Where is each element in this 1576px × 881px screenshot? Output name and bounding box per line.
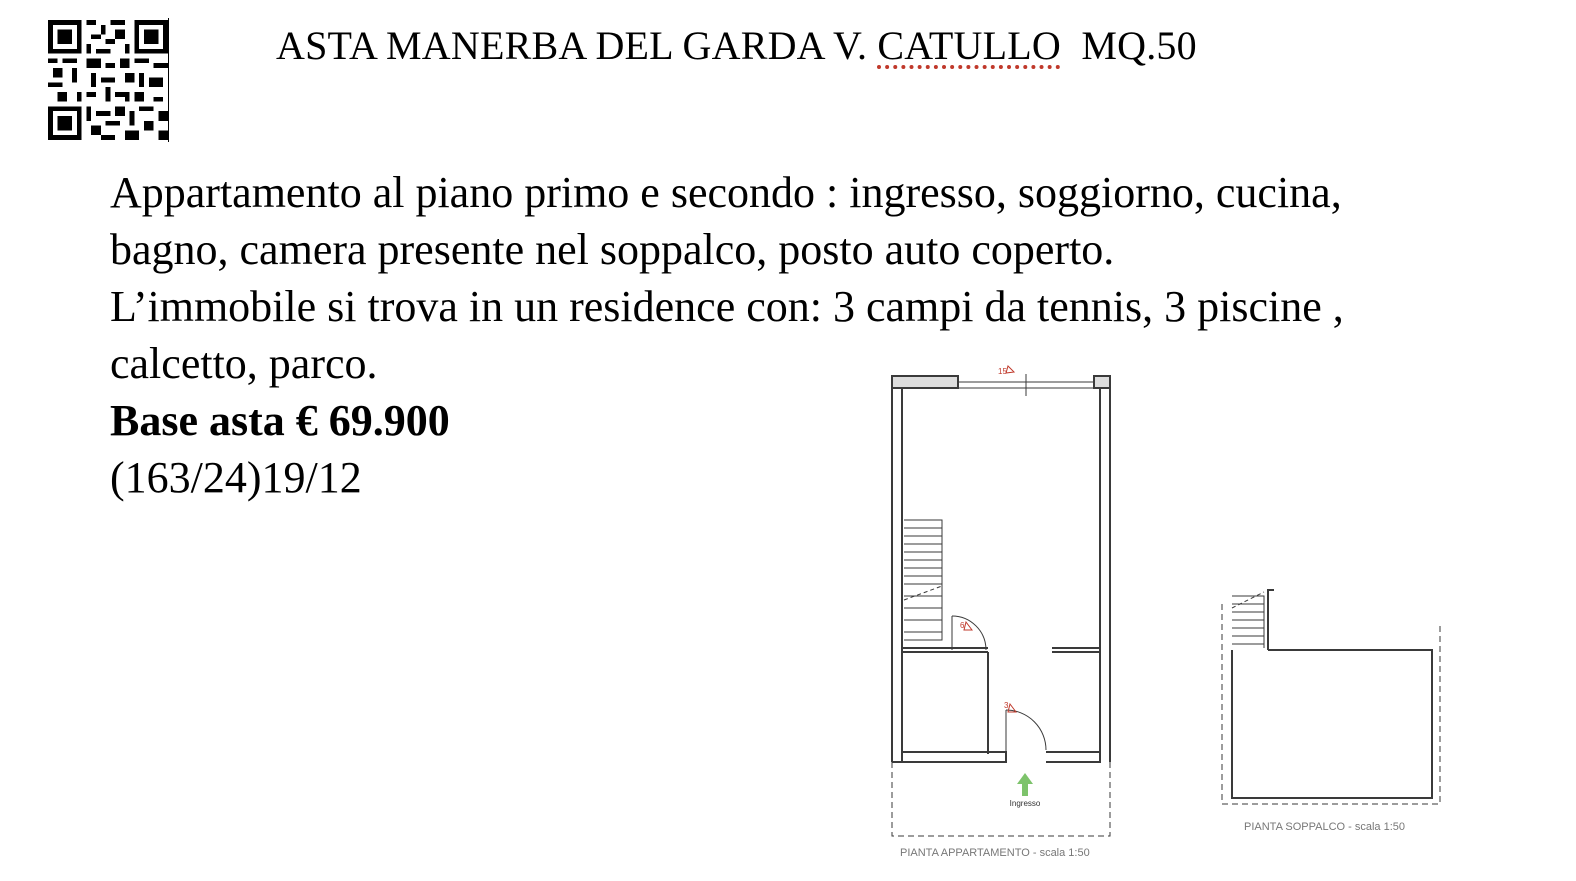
description-line: bagno, camera presente nel soppalco, posto auto coperto. <box>110 225 1115 274</box>
floor-plans <box>870 360 1470 870</box>
marker-label: 15 <box>998 367 1007 376</box>
loft-boundary <box>1222 604 1440 804</box>
parking-boundary <box>892 762 1110 836</box>
partition-wall <box>902 648 988 652</box>
entrance-arrow-icon <box>1017 773 1033 796</box>
marker-icon <box>1006 366 1014 373</box>
marker-label: 6 <box>960 621 965 630</box>
page-title <box>276 22 1197 69</box>
loft-wall <box>1268 590 1274 650</box>
apartment-wall <box>1046 752 1100 762</box>
description-line: L’immobile si trova in un residence con: 3 campi da tennis, 3 piscine , <box>110 282 1344 331</box>
staircase <box>904 520 942 640</box>
partition-wall <box>1052 648 1100 652</box>
title-area: MQ.50 <box>1060 23 1197 68</box>
apartment-wall <box>1094 376 1110 388</box>
loft-staircase <box>1232 592 1264 648</box>
qr-code-icon <box>48 20 168 140</box>
description-line: calcetto, parco. <box>110 339 378 388</box>
title-text: ASTA MANERBA DEL GARDA V. <box>276 23 878 68</box>
marker-icon <box>964 622 972 630</box>
loft-wall <box>1232 650 1432 798</box>
description-line: Appartamento al piano primo e secondo : ingresso, soggiorno, cucina, <box>110 168 1342 217</box>
apartment-wall <box>902 388 958 762</box>
base-price: Base asta € 69.900 <box>110 396 450 445</box>
loft-plan-label: PIANTA SOPPALCO - scala 1:50 <box>1244 821 1405 833</box>
divider <box>168 18 169 142</box>
entrance-door-arc <box>1006 710 1046 750</box>
apartment-wall <box>892 376 958 388</box>
title-street: CATULLO <box>877 23 1061 68</box>
entrance-label: Ingresso <box>1009 799 1041 808</box>
marker-label: 3 <box>1004 701 1009 710</box>
door-arc <box>952 616 986 650</box>
reference-code: (163/24)19/12 <box>110 453 362 502</box>
apartment-plan-label: PIANTA APPARTAMENTO - scala 1:50 <box>900 847 1090 859</box>
